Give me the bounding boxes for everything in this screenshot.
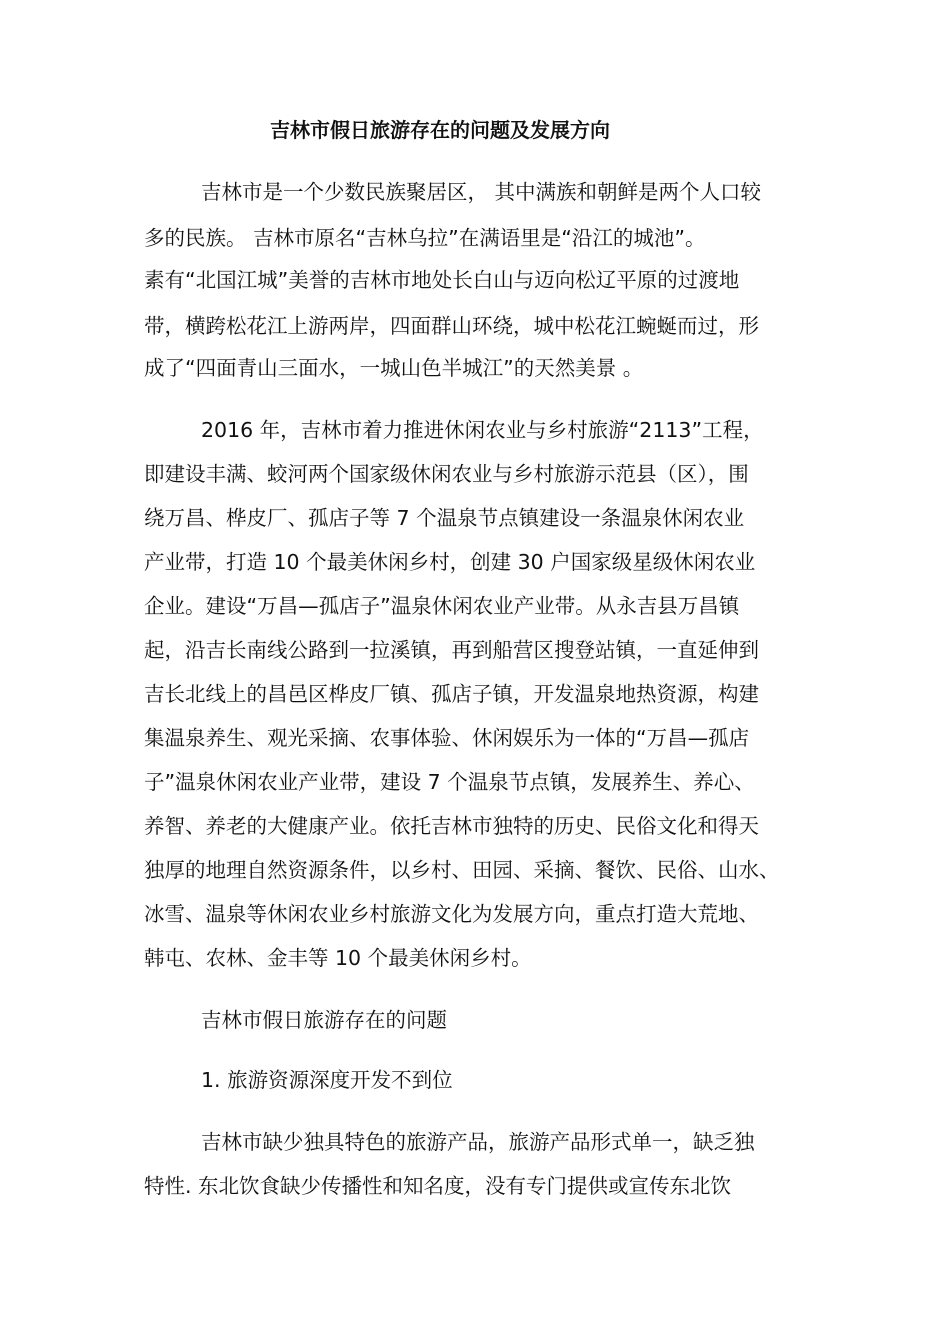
- paragraph-2-line-7: 吉长北线上的昌邑区桦皮厂镇、孤店子镇，开发温泉地热资源，构建: [144, 682, 759, 706]
- paragraph-2-line-1: 2016 年，吉林市着力推进休闲农业与乡村旅游“2113”工程，: [201, 418, 764, 442]
- paragraph-2-line-6: 起，沿吉长南线公路到一拉溪镇，再到船营区搜登站镇，一直延伸到: [144, 638, 759, 662]
- paragraph-2-line-10: 养智、养老的大健康产业。依托吉林市独特的历史、民俗文化和得天: [144, 814, 759, 838]
- paragraph-2-line-5: 企业。建设“万昌—孤店子”温泉休闲农业产业带。从永吉县万昌镇: [144, 594, 740, 618]
- paragraph-1-line-3: 素有“北国江城”美誉的吉林市地处长白山与迈向松辽平原的过渡地: [144, 268, 740, 292]
- paragraph-2-line-13: 韩屯、农林、金丰等 10 个最美休闲乡村。: [144, 946, 532, 970]
- paragraph-1-line-2: 多的民族。 吉林市原名“吉林乌拉”在满语里是“沿江的城池”。: [144, 226, 706, 250]
- paragraph-2-line-12: 冰雪、温泉等休闲农业乡村旅游文化为发展方向，重点打造大荒地、: [144, 902, 759, 926]
- paragraph-2-line-4: 产业带，打造 10 个最美休闲乡村，创建 30 户国家级星级休闲农业: [144, 550, 756, 574]
- paragraph-1-line-5: 成了“四面青山三面水，一城山色半城江”的天然美景 。: [144, 356, 644, 380]
- paragraph-2-line-8: 集温泉养生、观光采摘、农事体验、休闲娱乐为一体的“万昌—孤店: [144, 726, 750, 750]
- paragraph-2-line-11: 独厚的地理自然资源条件，以乡村、田园、采摘、餐饮、民俗、山水、: [144, 858, 780, 882]
- paragraph-3-line-2: 特性. 东北饮食缺少传播性和知名度，没有专门提供或宣传东北饮: [144, 1174, 732, 1198]
- paragraph-1-line-4: 带，横跨松花江上游两岸，四面群山环绕，城中松花江蜿蜒而过，形: [144, 314, 759, 338]
- subsection-heading: 1. 旅游资源深度开发不到位: [201, 1068, 453, 1092]
- paragraph-1-line-1: 吉林市是一个少数民族聚居区， 其中满族和朝鲜是两个人口较: [201, 180, 762, 204]
- document-title: 吉林市假日旅游存在的问题及发展方向: [270, 118, 610, 142]
- section-heading: 吉林市假日旅游存在的问题: [201, 1008, 447, 1032]
- paragraph-2-line-2: 即建设丰满、蛟河两个国家级休闲农业与乡村旅游示范县（区），围: [144, 462, 749, 486]
- paragraph-3-line-1: 吉林市缺少独具特色的旅游产品，旅游产品形式单一，缺乏独: [201, 1130, 755, 1154]
- paragraph-2-line-9: 子”温泉休闲农业产业带，建设 7 个温泉节点镇，发展养生、养心、: [144, 770, 755, 794]
- paragraph-2-line-3: 绕万昌、桦皮厂、孤店子等 7 个温泉节点镇建设一条温泉休闲农业: [144, 506, 745, 530]
